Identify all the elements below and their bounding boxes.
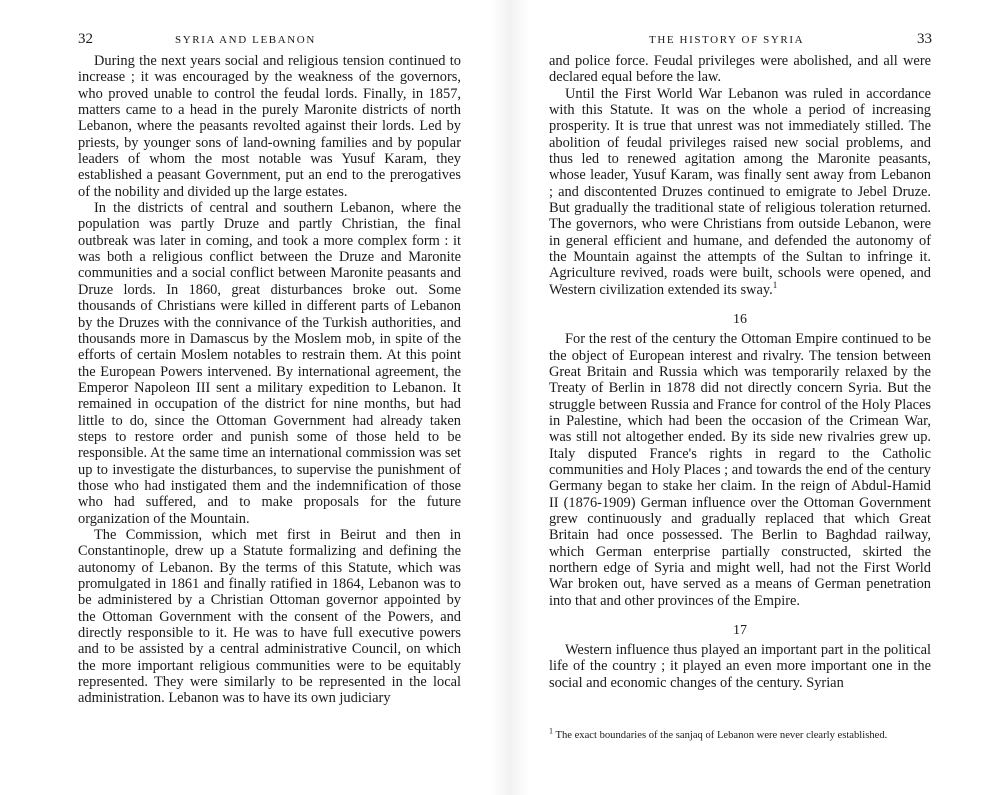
page-number-right: 33 (917, 31, 932, 47)
right-page (499, 0, 998, 795)
footnote-mark: 1 (549, 726, 553, 736)
paragraph (549, 86, 931, 298)
footnote-text: The exact boundaries of the sanjaq of Lebanon were never clearly established. (555, 730, 888, 741)
paragraph: During the next years social and religious tension continued to increase ; it was encouraged by the weakness of the governors, who proved unable to control the feudal lords. Finally, in 1857, matters came to a head in the purely Maronite districts of north Lebanon, where the peasants revolted against their lords. Led by priests, by younger sons of land-owning families and by popular leaders of whom the most notable was Yusuf Karam, they established a peasant Government, put an end to the prerogatives of the nobility and divided up the large estates. (78, 53, 461, 200)
section-number: 16 (733, 312, 747, 328)
footnote (549, 726, 931, 742)
paragraph: In the districts of central and southern Lebanon, where the population was partly Druze and partly Christian, the final outbreak was later in coming, and took a more complex form : it was both a religious conflict between the Druze and Maronite communities and a social conflict between Maronite peasants and Druze lords. In 1860, great disturbances broke out. Some thousands of Christians were killed in different parts of Lebanon by the Druzes with the connivance of the Turkish authorities, and thousands more in Damascus by the Moslem mob, in spite of the efforts of certain Moslem notables to restrain them. At this point the European Powers intervened. By international agreement, the Emperor Napoleon III sent a military expedition to Lebanon. It remained in occupation of the district for nine months, but had little to do, since the Ottoman Government had already taken steps to restore order and punish some of those held to be responsible. At the same time an international commission was set up to investigate the disturbances, to supervise the punishment of those who had instigated them and the indemnification of those who had suffered, and to make proposals for the future organization of the Mountain. (78, 200, 461, 527)
running-head-right: THE HISTORY OF SYRIA (649, 34, 805, 46)
paragraph: For the rest of the century the Ottoman Empire continued to be the object of European interest and rivalry. The tension between Great Britain and Russia which was temporarily relaxed by the Treaty of Berlin in 1878 did not directly concern Syria. But the struggle between Russia and France for control of the Holy Places in Palestine, which had been the occasion of the Crimean War, was still not altogether ended. By its side new rivalries grew up. Italy disputed France's rights in regard to the Catholic communities and Holy Places ; and towards the end of the century Germany began to stake her claim. In the reign of Abdul-Hamid II (1876-1909) German influence over the Ottoman Government grew continuously and gradually replaced that which Great Britain had once possessed. The Berlin to Baghdad railway, which German enterprise partially constructed, skirted the northern edge of Syria and might well, had not the First World War broken out, have served as a means of German penetration into that and other provinces of the Empire. (549, 331, 931, 609)
running-head-left: SYRIA AND LEBANON (175, 34, 316, 46)
paragraph: Western influence thus played an important part in the political life of the country ; it played an even more important one in the social and economic changes of the century. Syrian (549, 642, 931, 691)
left-page-body (78, 53, 461, 707)
footnote-reference: 1 (772, 280, 778, 291)
page-number-left: 32 (78, 31, 93, 47)
paragraph-continuation: and police force. Feudal privileges were abolished, and all were declared equal before the law. (549, 53, 931, 86)
paragraph: The Commission, which met first in Beirut and then in Constantinople, drew up a Statute formalizing and defining the autonomy of Lebanon. By the terms of this Statute, which was promulgated in 1861 and finally ratified in 1864, Lebanon was to be administered by a Christian Ottoman governor appointed by the Ottoman Government with the consent of the Powers, and directly responsible to it. He was to have full executive powers and to be assisted by a central administrative Council, on which the more important religious communities were to be equitably represented. They were similarly to be represented in the local administration. Lebanon was to have its own judiciary (78, 526, 461, 707)
paragraph-text: Until the First World War Lebanon was ruled in accordance with this Statute. It was on the whole a period of increasing prosperity. It is true that unrest was not immediately stilled. The abolition of feudal privileges raised new social problems, and thus led to renewed agitation among the Maronite peasants, whose leader, Yusuf Karam, was finally sent away from Lebanon ; and discontented Druzes continued to emigrate to Jebel Druze. But gradually the traditional state of religious toleration returned. The governors, who were Christians from outside Lebanon, were in general efficient and humane, and defended the autonomy of the Mountain against the attempts of the Sultan to infringe it. Agriculture revived, roads were built, schools were opened, and Western civilization extended its sway. (549, 85, 931, 298)
section-number: 17 (733, 623, 747, 638)
right-page-body (549, 53, 931, 691)
